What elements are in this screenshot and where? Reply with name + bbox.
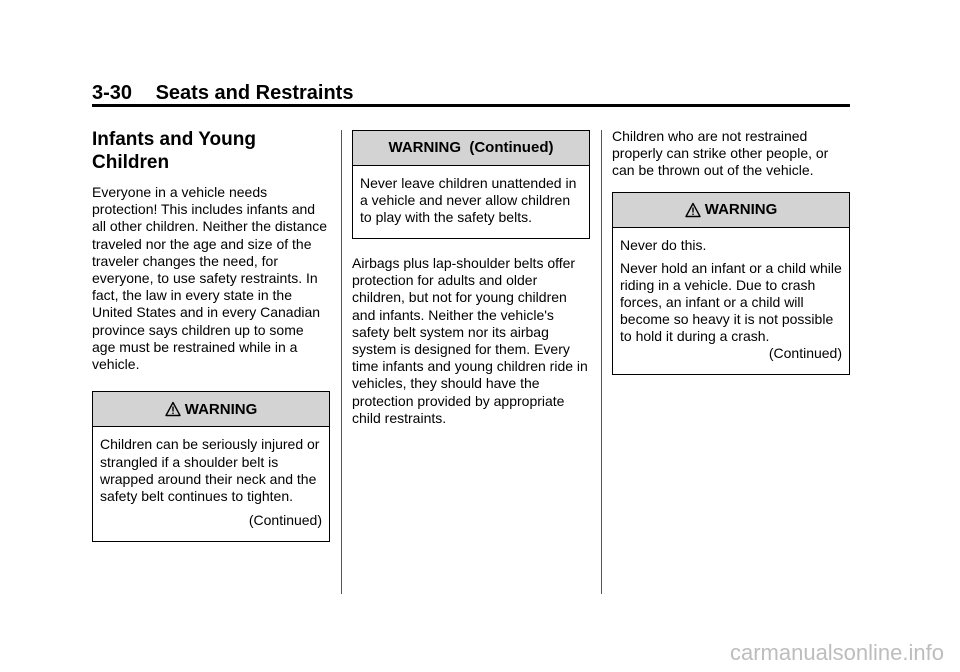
warning-box-continued — [352, 130, 590, 239]
warning-line-2: Never hold an infant or a child while riding in a vehicle. Due to crash forces, an infant or a child will become so heavy it is not possible to hold it during a crash. — [620, 259, 842, 344]
warning-body-2 — [613, 228, 849, 374]
section-title: Seats and Restraints — [155, 82, 354, 104]
section-heading: Infants and Young Children — [92, 129, 256, 173]
restraint-paragraph: Children who are not restrained properly can strike other people, or can be thrown out of the vehicle. — [612, 128, 829, 179]
column-divider-1 — [341, 130, 342, 594]
airbag-paragraph: Airbags plus lap-shoulder belts offer protection for adults and older children, but not for young children and infants. Neither the vehicle's safety belt system nor its airbag system is designed for them. Every time infants and young children ride in vehicles, they should have the protection provided by appropriate child restraints. — [352, 255, 588, 426]
page-number: 3-30 — [92, 82, 133, 104]
intro-paragraph: Everyone in a vehicle needs protection! This includes infants and all other children. Neither the distance traveled nor the age and size of the traveler changes the need, for everyone, to use safety restraints. In fact, the law in every state in the United States and in every Canadian province says children up to some age must be restrained while in a vehicle. — [92, 184, 328, 373]
warning-triangle-icon — [165, 401, 181, 417]
warning-text: Children can be seriously injured or strangled if a shoulder belt is wrapped around their neck and the safety belt continues to tighten. — [100, 436, 320, 505]
column-2 — [352, 128, 590, 435]
column-divider-2 — [601, 130, 602, 594]
header-rule — [92, 104, 850, 107]
column-1 — [92, 128, 330, 542]
warning-label: WARNING — [184, 400, 258, 418]
continued-label: (Continued) — [768, 344, 842, 361]
warning-title-1 — [93, 392, 329, 427]
column-3 — [612, 128, 850, 375]
warning-text: Never leave children unattended in a vehicle and never allow children to play with the safety belts. — [360, 175, 577, 225]
warning-label: WARNING — [704, 201, 778, 218]
warning-title-continued — [353, 131, 589, 166]
warning-title-2 — [613, 193, 849, 228]
warning-continued-label: WARNING (Continued) — [388, 139, 554, 157]
warning-body-1 — [93, 427, 329, 541]
warning-box-2 — [612, 192, 850, 375]
warning-line-1: Never do this. — [620, 236, 707, 253]
continued-label: (Continued) — [248, 511, 322, 528]
warning-box-1 — [92, 391, 330, 542]
page-header — [92, 80, 850, 106]
warning-body-continued — [353, 166, 589, 238]
watermark: carmanualsonline.info — [729, 640, 944, 665]
warning-triangle-icon — [685, 202, 701, 218]
